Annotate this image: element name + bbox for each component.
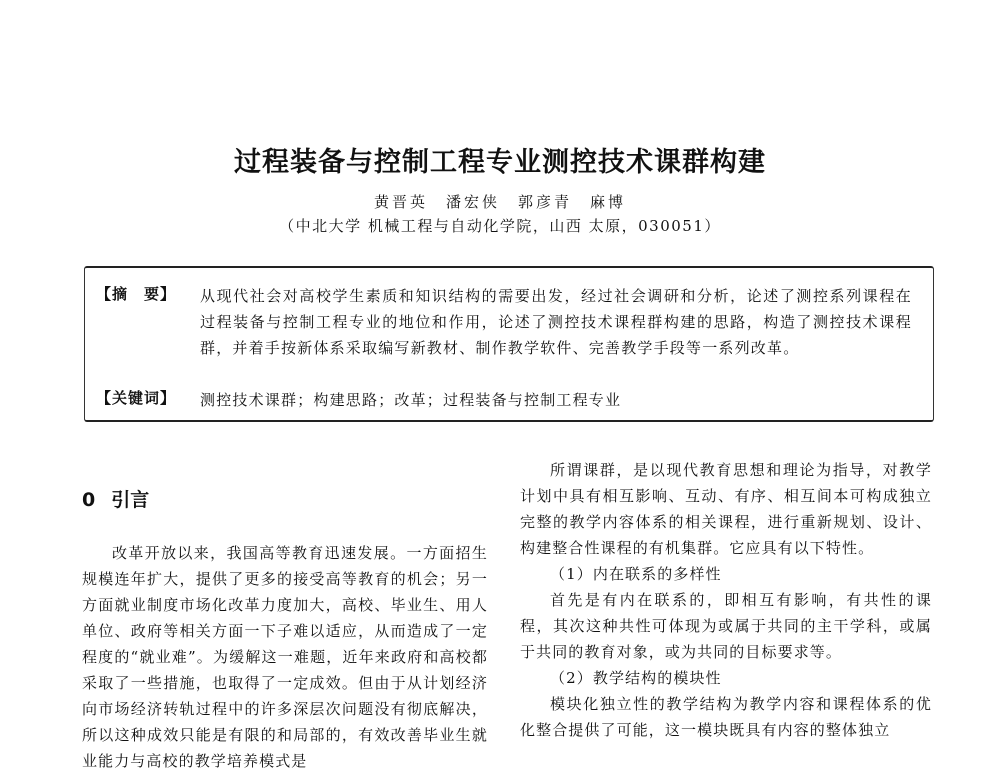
section-title: 引言 <box>111 489 150 511</box>
right-paragraph-1: 所谓课群，是以现代教育思想和理论为指导，对教学计划中具有相互影响、互动、有序、相互间本可构成独立完整的教学内容体系的相关课程，进行重新规划、设计、构建整合性课程的有机集群。它应具有以下特性。 <box>520 461 932 557</box>
section-number: 0 <box>82 489 96 511</box>
right-paragraph-2: 首先是有内在联系的，即相互有影响，有共性的课程，其次这种共性可体现为或属于共同的主干学科，或属于共同的教育对象，或为共同的目标要求等。 <box>520 591 932 661</box>
left-paragraph: 改革开放以来，我国高等教育迅速发展。一方面招生规模连年扩大，提供了更多的接受高等教育的机会；另一方面就业制度市场化改革力度加大，高校、毕业生、用人单位、政府等相关方面一下子难以适应，从而造成了一定程度的“就业难”。为缓解这一难题，近年来政府和高校都采取了一些措施，也取得了一定成效。但由于从计划经济向市场经济转轨过程中的许多深层次问题没有彻底解决，所以这种成效只能是有限的和局部的，有效改善毕业生就业能力与高校的教学培养模式是 <box>82 544 488 770</box>
keywords-label: 【关键词】 <box>96 389 177 407</box>
abstract-label: 【摘 要】 <box>96 285 177 303</box>
left-column <box>82 540 488 774</box>
keywords-text: 测控技术课群；构建思路；改革；过程装备与控制工程专业 <box>200 391 622 409</box>
right-column <box>520 457 932 743</box>
paper-affiliation: （中北大学 机械工程与自动化学院，山西 太原，030051） <box>279 217 721 235</box>
list-heading-1: （1）内在联系的多样性 <box>550 565 722 583</box>
paper-title: 过程装备与控制工程专业测控技术课群构建 <box>234 147 766 178</box>
paper-authors: 黄晋英 潘宏侠 郭彦青 麻博 <box>373 193 626 211</box>
section-heading <box>82 485 149 512</box>
abstract-text: 从现代社会对高校学生素质和知识结构的需要出发，经过社会调研和分析，论述了测控系列课程在过程装备与控制工程专业的地位和作用，论述了测控技术课程群构建的思路，构造了测控技术课程群，并着手按新体系采取编写新教材、制作教学软件、完善教学手段等一系列改革。 <box>200 287 912 357</box>
list-heading-2: （2）教学结构的模块性 <box>550 669 722 687</box>
right-paragraph-3: 模块化独立性的教学结构为教学内容和课程体系的优化整合提供了可能，这一模块既具有内容的整体独立 <box>520 695 932 739</box>
